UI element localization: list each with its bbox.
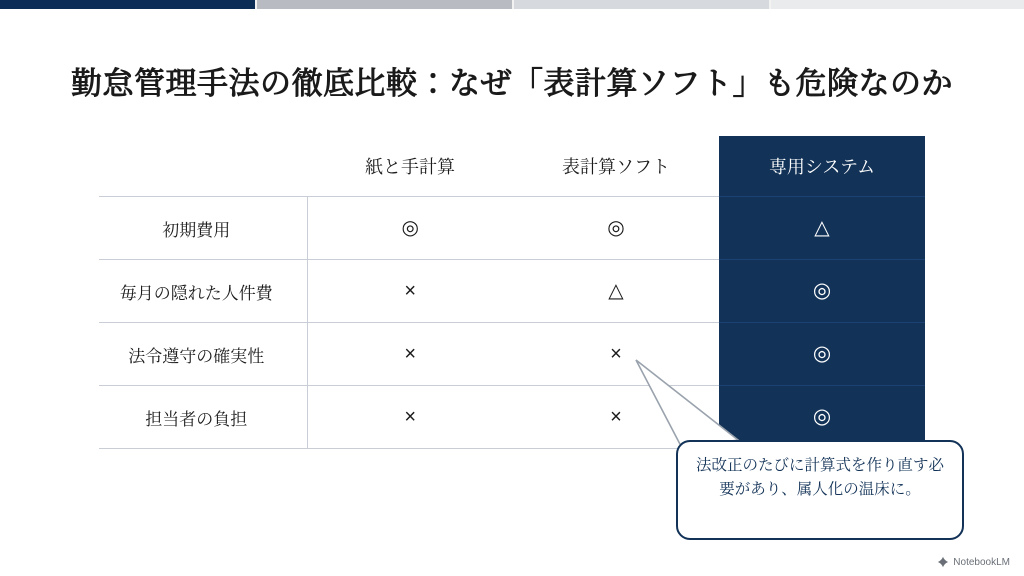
footer-brand-label: NotebookLM (953, 556, 1010, 568)
rating-mark: × (404, 279, 417, 302)
rating-mark: ◎ (812, 405, 832, 429)
rating-mark: ◎ (401, 216, 419, 239)
cell-compliance-spreadsheet (513, 323, 719, 386)
table-column-header-dedicated-system: 専用システム (719, 136, 925, 197)
cell-compliance-paper (307, 323, 513, 386)
callout-bubble (676, 440, 964, 540)
table-row (99, 323, 925, 386)
rating-mark: × (610, 405, 622, 428)
comparison-table-wrapper (99, 136, 925, 449)
progress-segment-3 (514, 0, 769, 9)
callout-text: 法改正のたびに計算式を作り直す必要があり、属人化の温床に。 (695, 457, 944, 499)
table-header-row (99, 136, 925, 197)
row-label-hidden-monthly-labor-cost: 毎月の隠れた人件費 (99, 260, 307, 323)
cell-initial-cost-dedicated-system (719, 197, 925, 260)
cell-hidden-cost-spreadsheet (513, 260, 719, 323)
cell-burden-paper (307, 386, 513, 449)
table-column-header-paper: 紙と手計算 (307, 136, 513, 197)
rating-mark: △ (814, 216, 830, 239)
comparison-table (99, 136, 925, 449)
progress-segment-1 (0, 0, 255, 9)
rating-mark: △ (608, 279, 624, 302)
notebooklm-logo-icon (937, 556, 949, 568)
rating-mark: ◎ (812, 342, 832, 365)
rating-mark: × (404, 342, 417, 365)
footer-brand (937, 556, 1010, 568)
rating-mark: × (610, 342, 622, 365)
chapter-progress-bar (0, 0, 1024, 9)
table-corner-cell (99, 136, 307, 197)
table-column-header-spreadsheet: 表計算ソフト (513, 136, 719, 197)
rating-mark: ◎ (812, 279, 832, 302)
rating-mark: × (404, 405, 417, 428)
row-label-initial-cost: 初期費用 (99, 197, 307, 260)
table-row (99, 197, 925, 260)
slide-title: 勤怠管理手法の徹底比較：なぜ「表計算ソフト」も危険なのか (71, 66, 953, 101)
cell-hidden-cost-dedicated-system (719, 260, 925, 323)
table-row (99, 260, 925, 323)
row-label-legal-compliance: 法令遵守の確実性 (99, 323, 307, 386)
row-label-staff-burden: 担当者の負担 (99, 386, 307, 449)
cell-initial-cost-paper (307, 197, 513, 260)
cell-hidden-cost-paper (307, 260, 513, 323)
rating-mark: ◎ (607, 216, 625, 239)
progress-segment-4 (771, 0, 1024, 9)
progress-segment-2 (257, 0, 512, 9)
cell-compliance-dedicated-system (719, 323, 925, 386)
cell-initial-cost-spreadsheet (513, 197, 719, 260)
